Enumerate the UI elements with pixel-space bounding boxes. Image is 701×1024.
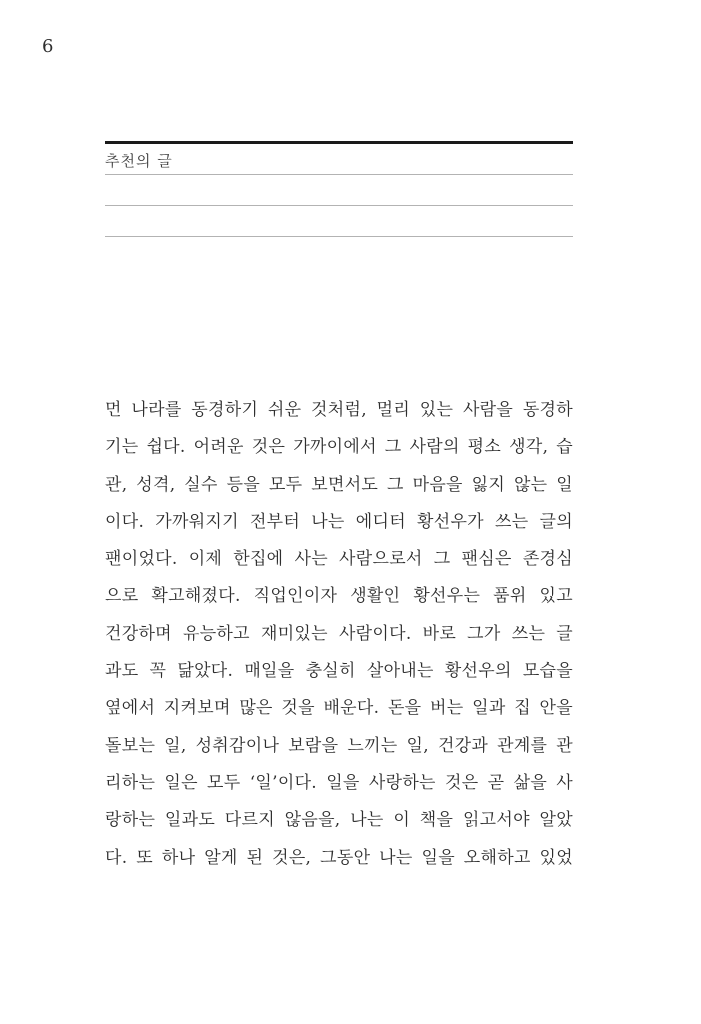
header-ruled-empty-row bbox=[105, 175, 573, 206]
body-text-line: 랑하는 일과도 다르지 않음을, 나는 이 책을 읽고서야 알았 bbox=[105, 810, 573, 831]
body-text-line: 기는 쉽다. 어려운 것은 가까이에서 그 사람의 평소 생각, 습 bbox=[105, 437, 573, 458]
body-text-line: 과도 꼭 닮았다. 매일을 충실히 살아내는 황선우의 모습을 bbox=[105, 661, 573, 682]
body-text-line: 다. 또 하나 알게 된 것은, 그동안 나는 일을 오해하고 있었 bbox=[105, 847, 573, 868]
page-number: 6 bbox=[42, 36, 54, 57]
section-header-block bbox=[105, 141, 573, 237]
body-text-line: 리하는 일은 모두 ‘일’이다. 일을 사랑하는 것은 곧 삶을 사 bbox=[105, 772, 573, 793]
body-text-line: 건강하며 유능하고 재미있는 사람이다. 바로 그가 쓰는 글 bbox=[105, 623, 573, 644]
body-text-line: 먼 나라를 동경하기 쉬운 것처럼, 멀리 있는 사람을 동경하 bbox=[105, 400, 573, 420]
body-text-line: 관, 성격, 실수 등을 모두 보면서도 그 마음을 잃지 않는 일 bbox=[105, 474, 573, 495]
body-text-line: 팬이었다. 이제 한집에 사는 사람으로서 그 팬심은 존경심 bbox=[105, 549, 573, 570]
body-text-block bbox=[105, 392, 573, 877]
body-text-line: 돌보는 일, 성취감이나 보람을 느끼는 일, 건강과 관계를 관 bbox=[105, 735, 573, 756]
header-ruled-empty-row bbox=[105, 206, 573, 237]
body-text-line: 옆에서 지켜보며 많은 것을 배운다. 돈을 버는 일과 집 안을 bbox=[105, 698, 573, 719]
body-text-line: 으로 확고해졌다. 직업인이자 생활인 황선우는 품위 있고 bbox=[105, 586, 573, 607]
section-header-title-row bbox=[105, 144, 573, 175]
section-title: 추천의 글 bbox=[105, 151, 173, 170]
body-text-line: 이다. 가까워지기 전부터 나는 에디터 황선우가 쓰는 글의 bbox=[105, 511, 573, 532]
